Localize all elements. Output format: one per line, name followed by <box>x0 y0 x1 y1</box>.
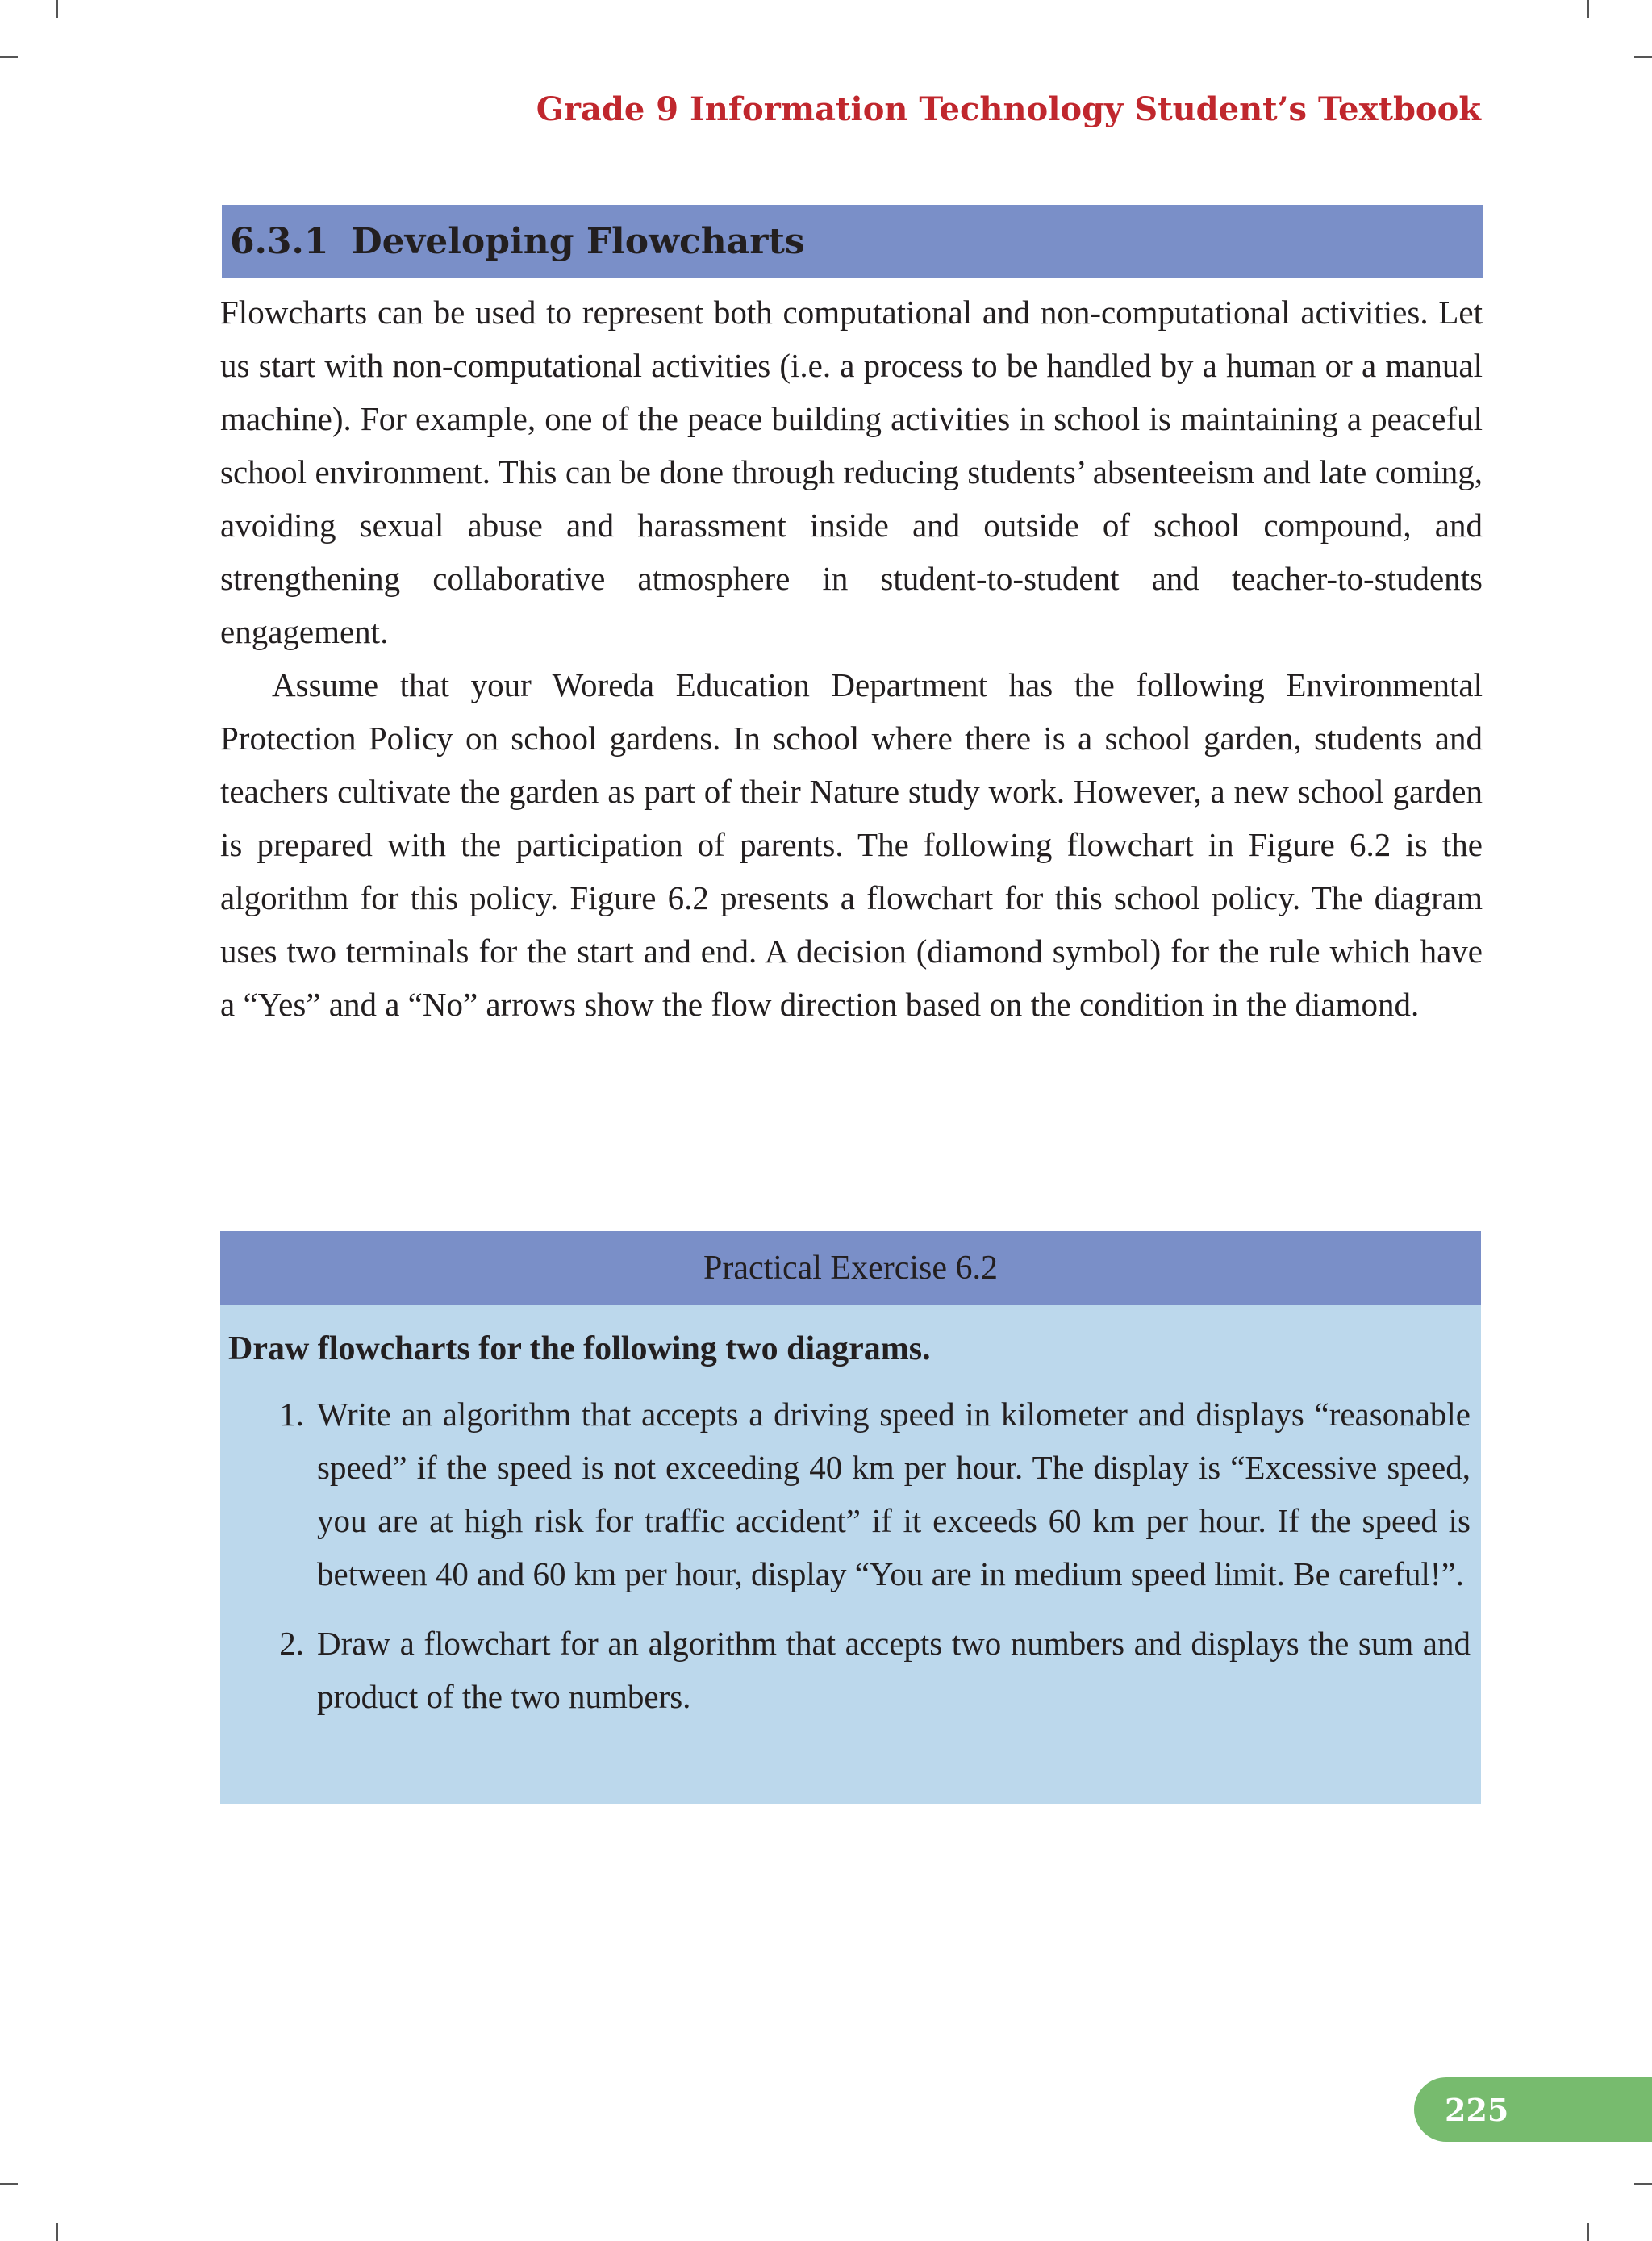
section-title: Developing Flowcharts <box>351 220 805 262</box>
section-number: 6.3.1 <box>230 220 329 262</box>
exercise-list <box>261 1388 1471 1739</box>
exercise-instruction: Draw flowcharts for the following two diagrams. <box>228 1330 931 1367</box>
list-item-text: Write an algorithm that accepts a driving speed in kilometer and displays “reasonable speed” if the speed is not exceeding 40 km per hour. The display is “Excessive speed, you are at high risk for traffic accident” if it exceeds 60 km per hour. If the speed is between 40 and 60 km per hour, display “You are in medium speed limit. Be careful!”. <box>317 1396 1471 1592</box>
practical-exercise-box <box>220 1231 1481 1804</box>
list-item-number: 2. <box>279 1625 304 1662</box>
page-number: 225 <box>1445 2091 1509 2128</box>
paragraph-1: Flowcharts can be used to represent both computational and non-computational activities. Let us start with non-computational activities (i.e. a process to be handled by a human or a manual machine). For example, one of the peace building activities in school is maintaining a peaceful school environment. This can be done through reducing students’ absenteeism and late coming, avoiding sexual abuse and harassment inside and outside of school compound, and strengthening collaborative atmosphere in student-to-student and teacher-to-students engagement. <box>220 294 1483 650</box>
list-item <box>261 1388 1471 1600</box>
section-heading <box>222 205 1483 278</box>
exercise-title: Practical Exercise 6.2 <box>220 1231 1481 1305</box>
page-number-tab <box>1414 2077 1652 2142</box>
running-header: Grade 9 Information Technology Student’s Textbook <box>536 90 1481 128</box>
list-item-text: Draw a flowchart for an algorithm that accepts two numbers and displays the sum and product of the two numbers. <box>317 1625 1471 1715</box>
crop-mark-right-top <box>1634 56 1652 58</box>
crop-mark-top-right <box>1587 0 1589 18</box>
crop-mark-bottom-left <box>56 2223 58 2241</box>
list-item-number: 1. <box>279 1396 304 1433</box>
crop-mark-bottom-right <box>1587 2223 1589 2241</box>
list-item <box>261 1617 1471 1723</box>
crop-mark-left-bottom <box>0 2183 18 2185</box>
crop-mark-top-left <box>56 0 58 18</box>
paragraph-2: Assume that your Woreda Education Department has the following Environmental Protection Policy on school gardens. In school where there is a school garden, students and teachers cultivate the garden as part of their Nature study work. However, a new school garden is prepared with the participation of parents. The following flowchart in Figure 6.2 is the algorithm for this policy. Figure 6.2 presents a flowchart for this school policy. The diagram uses two terminals for the start and end. A decision (diamond symbol) for the rule which have a “Yes” and a “No” arrows show the flow direction based on the condition in the diamond. <box>220 666 1483 1023</box>
body-text <box>220 286 1483 1031</box>
crop-mark-right-bottom <box>1634 2183 1652 2185</box>
crop-mark-left-top <box>0 56 18 58</box>
